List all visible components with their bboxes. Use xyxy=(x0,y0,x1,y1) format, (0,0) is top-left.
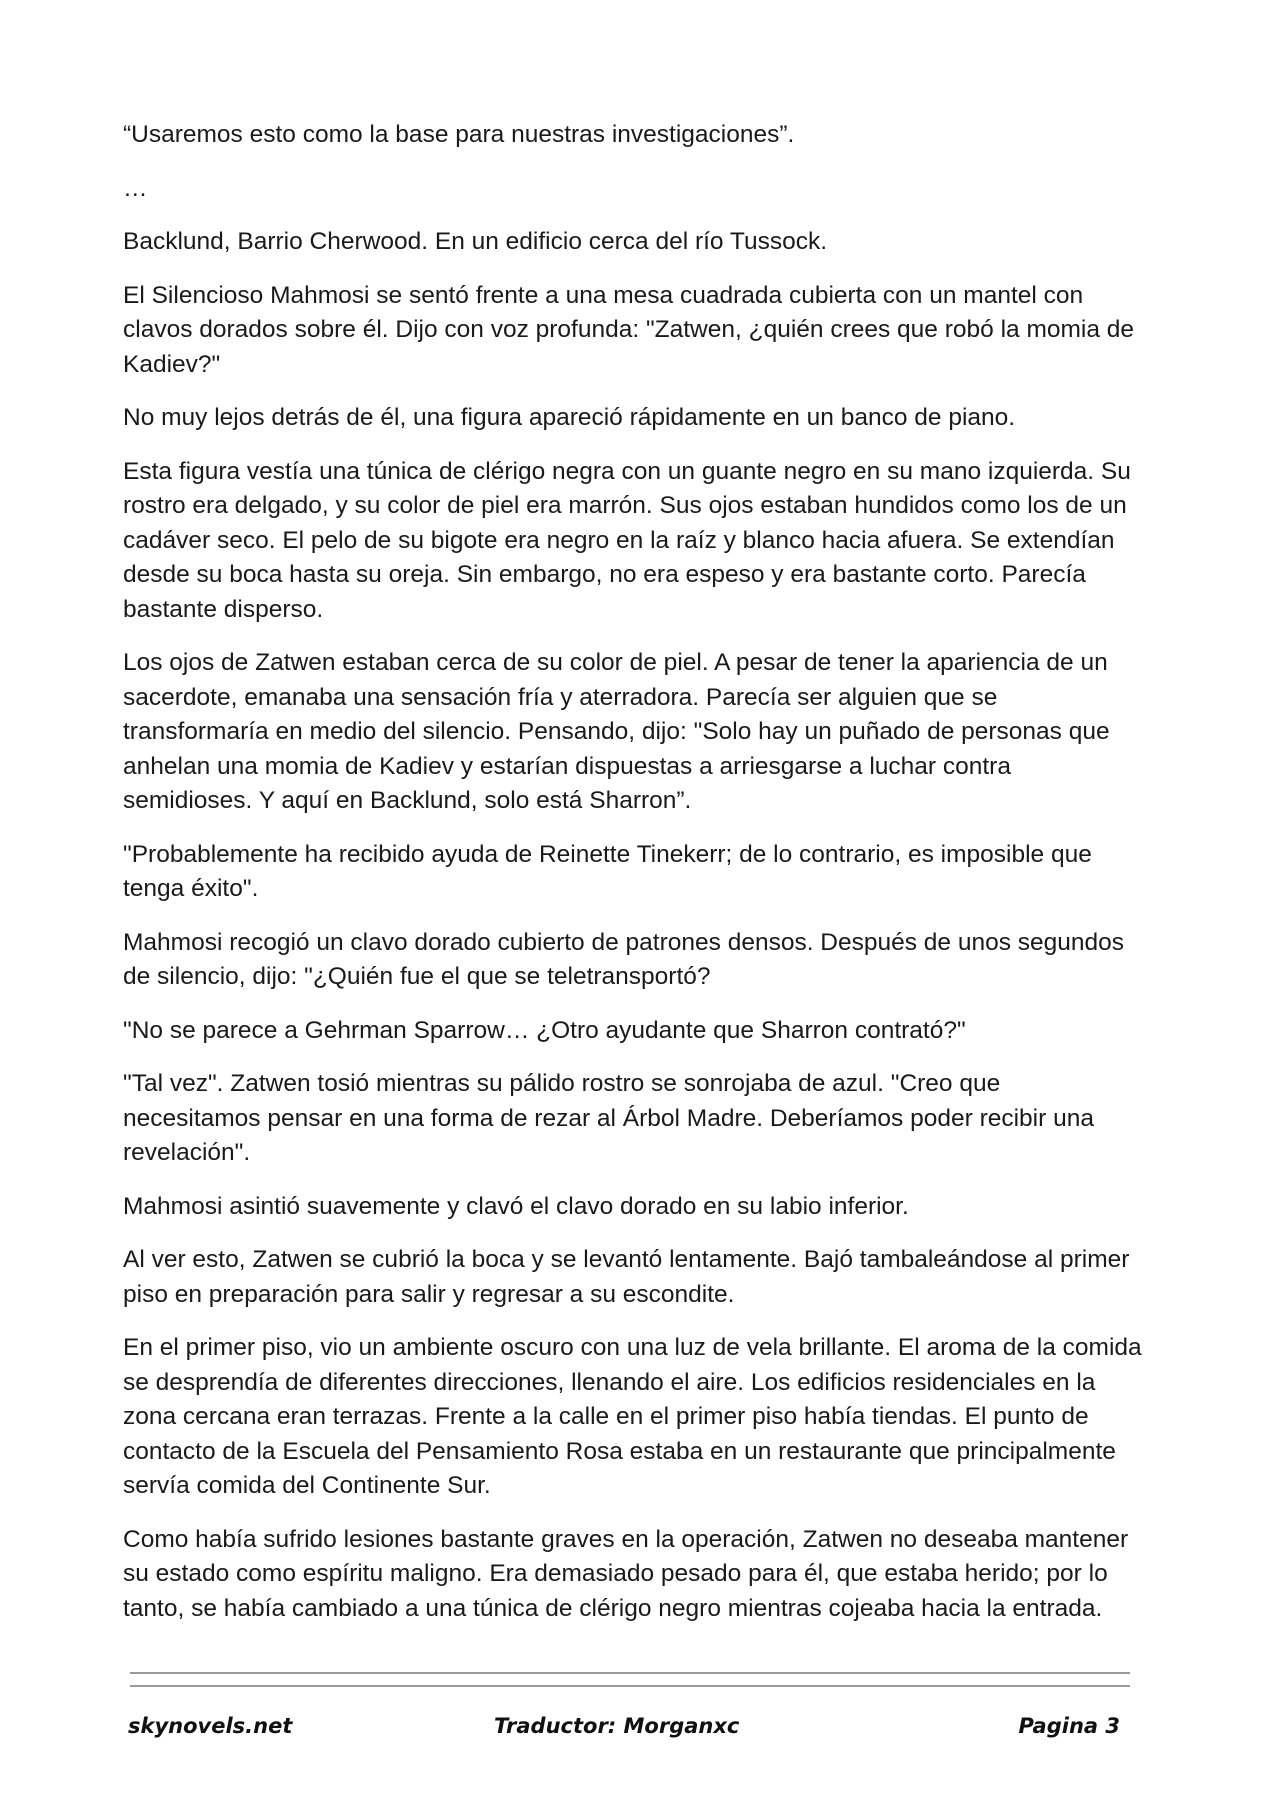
divider-line xyxy=(130,1685,1130,1687)
paragraph: Como había sufrido lesiones bastante graves en la operación, Zatwen no deseaba mantener su estado como espíritu maligno. Era demasiado pesado para él, que estaba herido; por lo tanto, se había cambiado a una túnica de clérigo negro mientras cojeaba hacia la entrada. xyxy=(123,1525,1129,1622)
paragraph: Backlund, Barrio Cherwood. En un edificio cerca del río Tussock. xyxy=(123,228,828,255)
paragraph: El Silencioso Mahmosi se sentó frente a una mesa cuadrada cubierta con un mantel con clavos dorados sobre él. Dijo con voz profunda: "Zatwen, ¿quién crees que robó la momia de Kadiev?" xyxy=(123,281,1135,378)
footer-translator: Traductor: Morganxc xyxy=(494,1714,740,1738)
paragraph: Al ver esto, Zatwen se cubrió la boca y se levantó lentamente. Bajó tambaleándose al primer piso en preparación para salir y regresar a su escondite. xyxy=(123,1246,1130,1308)
paragraph: "No se parece a Gehrman Sparrow… ¿Otro ayudante que Sharron contrató?" xyxy=(123,1016,966,1044)
paragraph: "Tal vez". Zatwen tosió mientras su pálido rostro se sonrojaba de azul. "Creo que necesitamos pensar en una forma de rezar al Árbol Madre. Deberíamos poder recibir una revelación". xyxy=(123,1070,1094,1166)
page-footer xyxy=(128,1714,1128,1748)
paragraph: En el primer piso, vio un ambiente oscuro con una luz de vela brillante. El aroma de la comida se desprendía de diferentes direcciones, llenando el aire. Los edificios residenciales en la zona cercana eran terrazas. Frente a la calle en el primer piso había tiendas. El punto de contacto de la Escuela del Pensamiento Rosa estaba en un restaurante que principalmente servía comida del Continente Sur. xyxy=(123,1334,1142,1499)
paragraph: Los ojos de Zatwen estaban cerca de su color de piel. A pesar de tener la apariencia de un sacerdote, emanaba una sensación fría y aterradora. Parecía ser alguien que se transformaría en medio del silencio. Pensando, dijo: "Solo hay un puñado de personas que anhelan una momia de Kadiev y estarían dispuestas a arriesgarse a luchar contra semidioses. Y aquí en Backlund, solo está Sharron”. xyxy=(123,649,1110,814)
divider-line xyxy=(130,1672,1130,1674)
body-text xyxy=(123,118,1143,1645)
paragraph: Mahmosi asintió suavemente y clavó el clavo dorado en su labio inferior. xyxy=(123,1192,909,1220)
paragraph: … xyxy=(123,174,148,202)
paragraph: Mahmosi recogió un clavo dorado cubierto de patrones densos. Después de unos segundos de silencio, dijo: "¿Quién fue el que se teletransportó? xyxy=(123,928,1125,990)
footer-page-number: Pagina 3 xyxy=(1018,1714,1120,1738)
paragraph: "Probablemente ha recibido ayuda de Reinette Tinekerr; de lo contrario, es imposible que tenga éxito". xyxy=(123,840,1092,902)
footer-site: skynovels.net xyxy=(128,1714,293,1738)
paragraph: Esta figura vestía una túnica de clérigo negra con un guante negro en su mano izquierda. Su rostro era delgado, y su color de piel era marrón. Sus ojos estaban hundidos como los de un cadáver seco. El pelo de su bigote era negro en la raíz y blanco hacia afuera. Se extendían desde su boca hasta su oreja. Sin embargo, no era espeso y era bastante corto. Parecía bastante disperso. xyxy=(123,457,1131,623)
paragraph: “Usaremos esto como la base para nuestras investigaciones”. xyxy=(123,121,795,148)
footer-divider xyxy=(130,1672,1130,1687)
paragraph: No muy lejos detrás de él, una figura apareció rápidamente en un banco de piano. xyxy=(123,404,1016,431)
